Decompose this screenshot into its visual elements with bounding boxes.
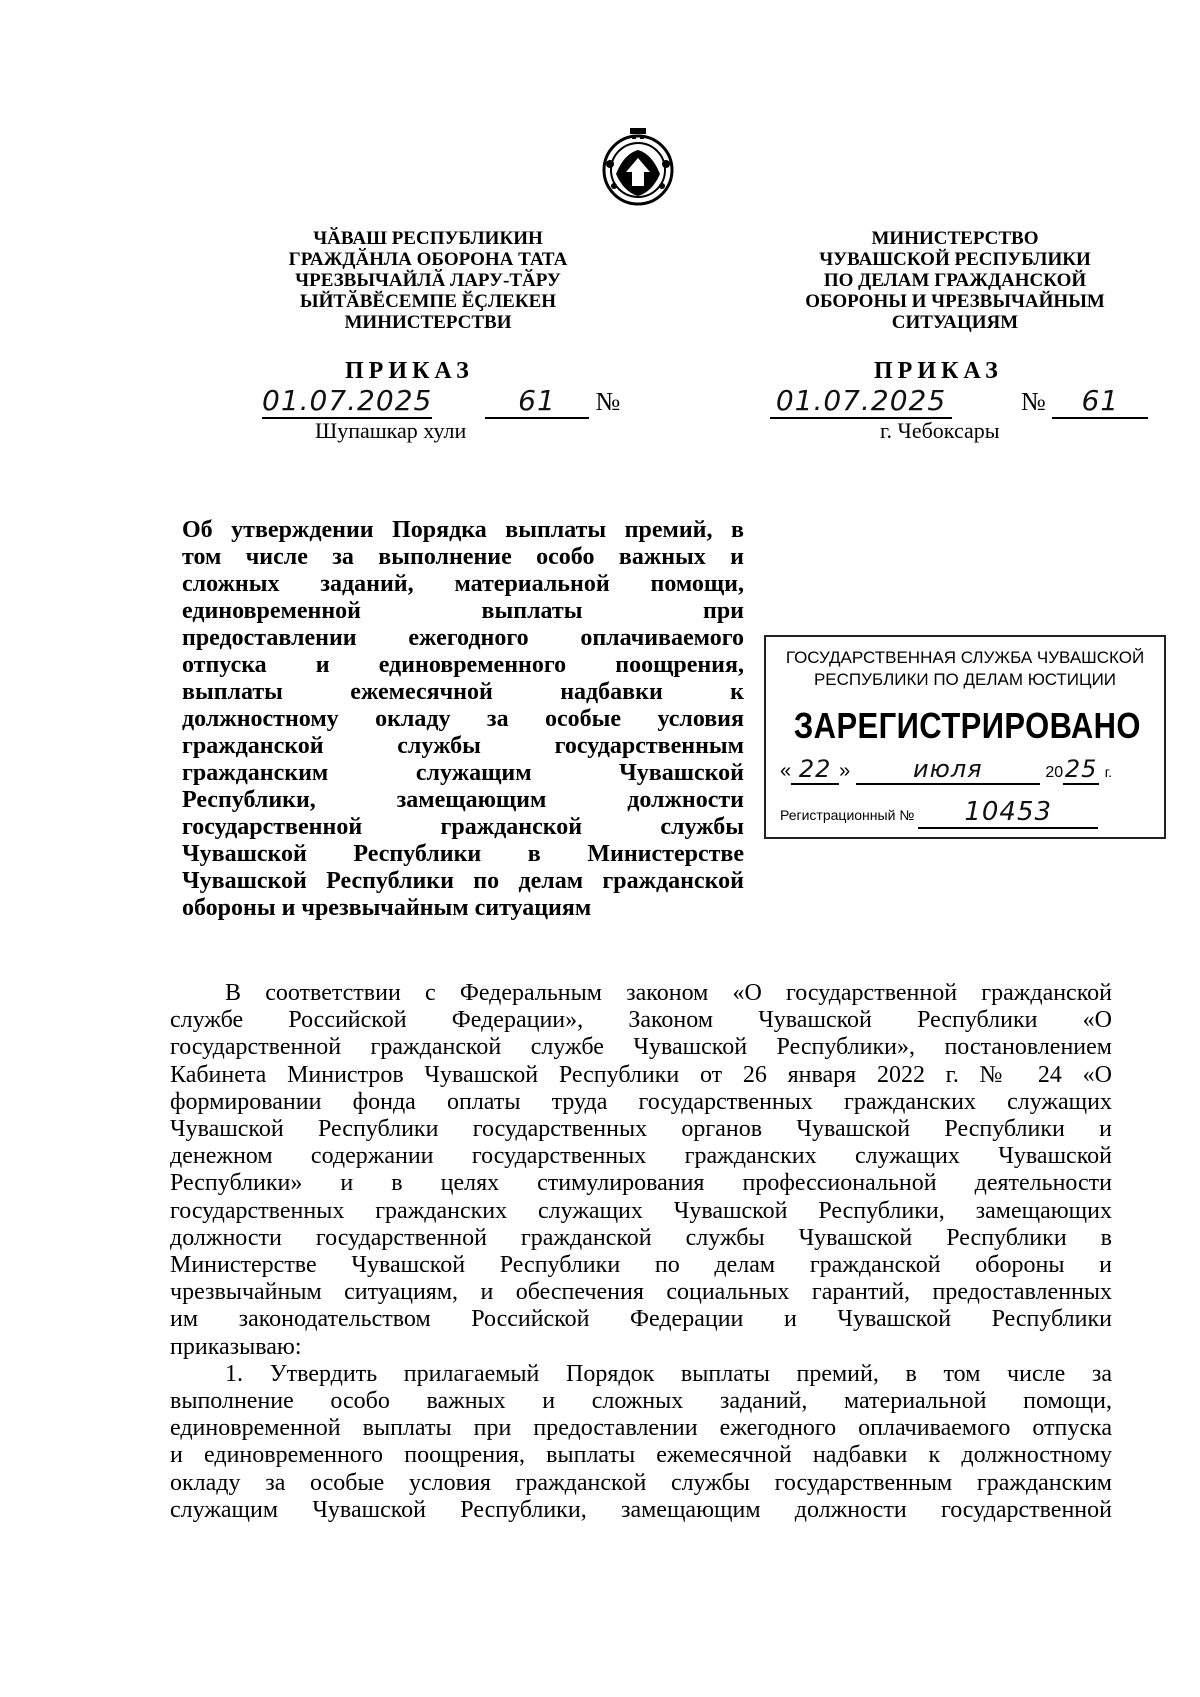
body-paragraph [170, 980, 1112, 1361]
body-line: В соответствии с Федеральным законом «О государственной гражданской [225, 980, 1112, 1006]
stamp-year-prefix: 20 [1045, 764, 1064, 781]
body-line: и единовременного поощрения, выплаты ежемесячной надбавки к должностному [170, 1442, 1112, 1469]
stamp-year-unit: г. [1104, 764, 1113, 780]
stamp-year-suffix: 25 [1064, 755, 1098, 783]
body-line: денежном содержании государственных гражданских служащих Чувашской [170, 1143, 1112, 1170]
stamp-month: июля [856, 755, 1040, 785]
stamp-registered-label: ЗАРЕГИСТРИРОВАНО [793, 705, 1141, 746]
stamp-organization [766, 647, 1164, 691]
header-line: МИНИСТЕРСТВО [871, 228, 1039, 249]
title-line: государственной гражданской службы [182, 814, 744, 840]
title-line: сложных заданий, материальной помощи, [182, 571, 744, 597]
title-line: Чувашской Республики в Министерстве [182, 841, 744, 867]
body-line: государственных гражданских служащих Чувашской Республики, замещающих [170, 1197, 1112, 1224]
body-line: Чувашской Республики государственных органов Чувашской Республики и [170, 1116, 1112, 1143]
body-line: Республики» и в целях стимулирования профессиональной деятельности [170, 1170, 1112, 1197]
title-line: гражданской службы государственным [182, 733, 744, 759]
body-line: Кабинета Министров Чувашской Республики от 26 января 2022 г. № 24 «О [170, 1061, 1112, 1088]
body-paragraph [170, 1361, 1112, 1524]
stamp-date-line: « 22 » июля 2025 г. [780, 755, 1113, 783]
title-line: отпуска и единовременного поощрения, [182, 652, 744, 678]
stamp-org-line: РЕСПУБЛИКИ ПО ДЕЛАМ ЮСТИЦИИ [813, 670, 1117, 689]
stamp-org-line: ГОСУДАРСТВЕННАЯ СЛУЖБА ЧУВАШСКОЙ [785, 648, 1145, 667]
header-line: ЧРЕЗВЫЧАЙЛӐ ЛАРУ-ТӐРУ [295, 270, 561, 291]
order-heading-right: ПРИКАЗ [874, 358, 1003, 384]
handwritten-number: 61 [1052, 384, 1148, 419]
header-line: ЫЙТӐВӖСЕМПЕ ӖҪЛЕКЕН [299, 291, 557, 312]
title-line: том числе за выполнение особо важных и [182, 544, 744, 570]
body-line: 1. Утвердить прилагаемый Порядок выплаты премий, в том числе за [225, 1360, 1112, 1387]
city-chuvash: Шупашкар хули [315, 418, 467, 443]
body-line: выполнение особо важных и сложных заданий, материальной помощи, [170, 1388, 1112, 1415]
title-line: Об утверждении Порядка выплаты премий, в [182, 517, 744, 543]
body-line: государственной гражданской службе Чувашской Республики», постановлением [170, 1034, 1112, 1061]
body-line: службе Российской Федерации», Законом Чувашской Республики «О [170, 1007, 1112, 1034]
ministry-name-chuvash [228, 228, 628, 333]
city-russian: г. Чебоксары [880, 418, 1000, 443]
body-line: должности государственной гражданской службы Чувашской Республики в [170, 1224, 1112, 1251]
body-line: окладу за особые условия гражданской службы государственным гражданским [170, 1469, 1112, 1496]
document-body [170, 980, 1112, 1524]
handwritten-date: 01.07.2025 [770, 384, 952, 419]
body-line: служащим Чувашской Республики, замещающим должности государственной [170, 1496, 1112, 1523]
stamp-day: 22 [791, 755, 839, 785]
header-line: ГРАЖДӐНЛА ОБОРОНА ТАТА [288, 249, 568, 270]
ministry-name-russian [755, 228, 1155, 333]
title-line: выплаты ежемесячной надбавки к [182, 679, 744, 705]
body-line: приказываю: [170, 1333, 302, 1360]
title-line: гражданским служащим Чувашской [182, 760, 744, 786]
stamp-registration-line [780, 797, 1150, 829]
body-line: Министерстве Чувашской Республики по делам гражданской обороны и [170, 1252, 1112, 1279]
number-sign: № [1021, 387, 1046, 416]
body-line: формировании фонда оплаты труда государственных гражданских служащих [170, 1088, 1112, 1115]
header-line: МИНИСТЕРСТВИ [344, 312, 512, 333]
number-sign: № [595, 387, 621, 416]
title-line: Чувашской Республики по делам гражданской [182, 868, 744, 894]
body-line: единовременной выплаты при предоставлении ежегодного оплачиваемого отпуска [170, 1415, 1112, 1442]
date-number-right [770, 384, 1148, 418]
title-line: Республики, замещающим должности [182, 787, 744, 813]
header-line: ОБОРОНЫ И ЧРЕЗВЫЧАЙНЫМ [805, 291, 1105, 312]
stamp-reg-label: Регистрационный № [780, 807, 915, 823]
document-title [182, 517, 744, 922]
coat-of-arms-emblem [596, 124, 680, 208]
body-line: им законодательством Российской Федерации и Чувашской Республики [170, 1306, 1112, 1333]
title-line: должностному окладу за особые условия [182, 706, 744, 732]
header-line: СИТУАЦИЯМ [891, 312, 1019, 333]
stamp-reg-number: 10453 [918, 797, 1098, 829]
handwritten-date: 01.07.2025 [262, 384, 433, 417]
title-line: единовременной выплаты при [182, 598, 744, 624]
header-line: ПО ДЕЛАМ ГРАЖДАНСКОЙ [823, 270, 1087, 291]
body-line: чрезвычайным ситуациям, и обеспечения социальных гарантий, предоставленных [170, 1279, 1112, 1306]
handwritten-number: 61 [485, 384, 589, 419]
header-line: ЧӐВАШ РЕСПУБЛИКИН [313, 228, 543, 249]
header-line: ЧУВАШСКОЙ РЕСПУБЛИКИ [819, 249, 1091, 270]
title-line: предоставлении ежегодного оплачиваемого [182, 625, 744, 651]
date-number-left [262, 384, 620, 418]
title-line: обороны и чрезвычайным ситуациям [182, 895, 592, 921]
order-heading-left: ПРИКАЗ [345, 358, 474, 384]
registration-stamp [764, 635, 1166, 839]
